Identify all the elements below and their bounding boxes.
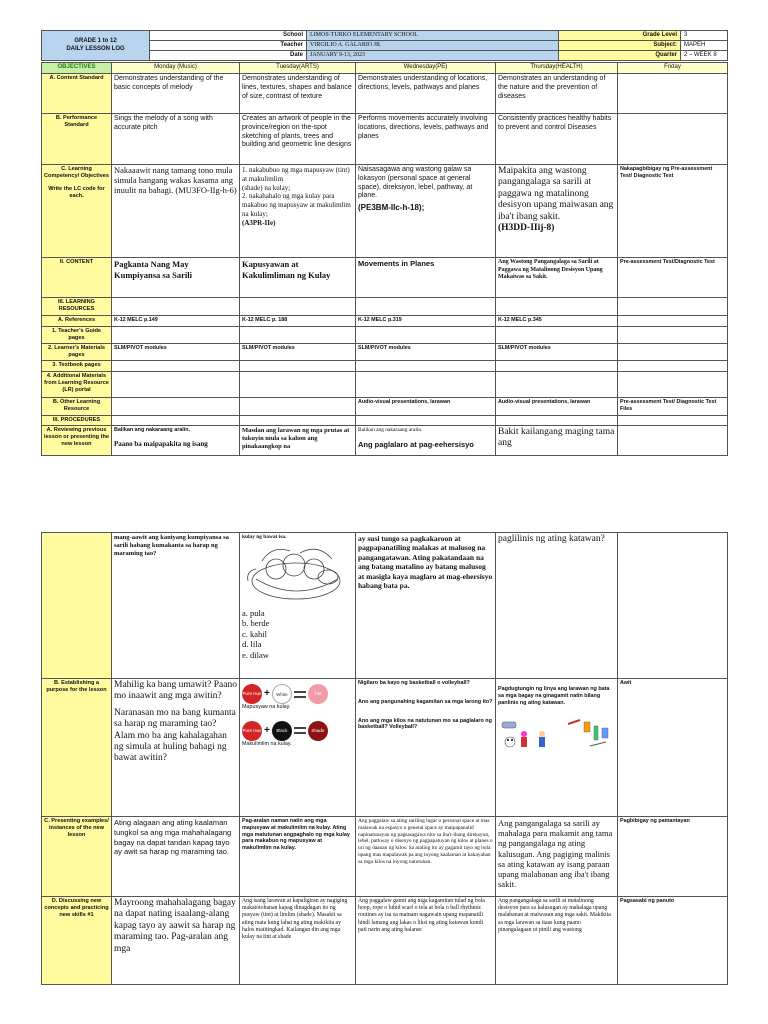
cell-thu	[496, 679, 618, 817]
cell-mon: Ating alagaan ang ating kaalaman tungkol sa ang mga mahahalagang bagay na dapat tandan kapag tayo ay awit sa harap ng maraming tao.	[112, 817, 240, 897]
learners-materials-row	[42, 343, 728, 360]
header-title	[42, 31, 150, 61]
cell-fri	[618, 74, 728, 114]
school-label: School	[150, 31, 307, 41]
content-standard-row	[42, 74, 728, 114]
references-row	[42, 316, 728, 327]
tue-objective-1b: (shade) na kulay;	[242, 183, 291, 192]
performance-standard-row	[42, 114, 728, 165]
grade-level-value: 3	[681, 31, 728, 41]
color-options-list	[242, 608, 353, 661]
subject-label: Subject:	[559, 41, 681, 51]
wed-purpose-2: Ano ang pangunahing kagamitan sa mga larong ito?	[358, 698, 493, 705]
cell-thu: Consistently practices healthy habits to prevent and control Diseases	[496, 114, 618, 165]
thursday-heading: Thursday(HEALTH)	[496, 63, 618, 74]
cell-wed: Audio-visual presentations, larawan	[356, 397, 496, 415]
cell-tue: Ang isang larawan at kapaligiran ay nagiging makatotohanan kapag dinagdagan ito ng pusyaw (tint) at limlim (shade). Masakit sa ating mata kung lahat ng ating makikita ay halos matitingkad. Kailangan din ang mga kulay na tint at shade	[240, 897, 356, 985]
thu-purpose: Pagdugtungin ng linya ang larawan ng bata sa mga bagay na ginagamit natin bilang panlinis ng ating katawan.	[498, 686, 610, 706]
tue-review-cont: kulay ng bawat isa.	[242, 534, 287, 540]
row-label: B. Other Learning Resource	[42, 397, 112, 415]
cell-mon	[112, 425, 240, 455]
quarter-label: Quarter	[559, 51, 681, 61]
shade-equation: Pure Hue + Black Shade	[242, 721, 353, 741]
tue-objective-1: 1. nakabubuo ng mga mapusyaw (tint) at makulimlim	[242, 166, 350, 183]
row-label: C. Presenting examples/ instances of the new lesson	[42, 817, 112, 897]
row-label: A. References	[42, 316, 112, 327]
lesson-table-page-2	[41, 532, 728, 985]
cell-wed: SLM/PIVOT modules	[356, 343, 496, 360]
grade-level-label: Grade Level	[559, 31, 681, 41]
additional-materials-row	[42, 371, 728, 397]
row-label: 2. Learner's Materials pages	[42, 343, 112, 360]
procedures-row	[42, 415, 728, 425]
cell-thu: Bakit kailangang maging tama ang	[496, 425, 618, 455]
wednesday-heading: Wednesday(PE)	[356, 63, 496, 74]
row-label: D. Discussing new concepts and practicing new skills #1	[42, 897, 112, 985]
content-row	[42, 258, 728, 298]
learning-resources-row	[42, 298, 728, 316]
row-label: III. PROCEDURES	[42, 415, 112, 425]
row-label: A. Reviewing previous lesson or presenting the new lesson	[42, 425, 112, 455]
cell-fri	[618, 114, 728, 165]
white-circle: White	[272, 684, 292, 704]
thu-objective: Maipakita ang wastong pangangalaga sa sarili at paggawa ng matalinong desisyon upang maiwasan ang iba't ibang sakit.	[498, 166, 614, 222]
cell-fri: Awit	[618, 679, 728, 817]
pure-hue-circle: Pure Hue	[242, 684, 262, 704]
wed-code: (PE3BM-IIc-h-18);	[358, 203, 425, 212]
row-label: II. CONTENT	[42, 258, 112, 298]
color-option: d. lila	[242, 639, 262, 650]
teachers-guide-row	[42, 327, 728, 344]
row-label: B. Establishing a purpose for the lesson	[42, 679, 112, 817]
cell-tue	[240, 165, 356, 258]
subject-value: MAPEH	[681, 41, 728, 51]
tint-circle: Tint	[308, 684, 328, 704]
cell-mon: Pagkanta Nang May Kumpiyansa sa Sarili	[112, 258, 240, 298]
cell-thu: SLM/PIVOT modules	[496, 343, 618, 360]
cell-tue	[240, 533, 356, 679]
header-table	[41, 30, 728, 61]
teacher-value: VIRGILIO A. GALARIO JR.	[307, 41, 559, 51]
cell-wed	[356, 679, 496, 817]
cell-mon	[112, 679, 240, 817]
row-label: B. Performance Standard	[42, 114, 112, 165]
row-label: 1. Teacher's Guide pages	[42, 327, 112, 344]
tint-equation: Pure Hue + White Tint	[242, 684, 353, 704]
cell-mon: Nakaaawit nang tamang tono mula simula hangang wakas kasama ang inuulit na bahagi. (MU3FO-IIg-h-6)	[112, 165, 240, 258]
grade-title: GRADE 1 to 12	[74, 38, 117, 44]
competency-label: C. Learning Competency/ Objectives	[44, 166, 109, 179]
competency-sub-label: Write the LC code for each.	[48, 185, 105, 199]
objectives-heading: OBJECTIVES	[42, 63, 112, 74]
wed-purpose-3: Ano ang mga kilos na natutunan mo sa paglalaro ng basketball? Volleyball?	[358, 717, 492, 731]
cell-tue: Kapusyawan at Kakulimliman ng Kulay	[240, 258, 356, 298]
black-circle: Black	[272, 721, 292, 741]
discussing-row	[42, 897, 728, 985]
cell-tue: Pag-aralan naman natin ang mga mapusyaw at makulimlim na kulay. Ating mga matutunan angpaghalo ng mga kulay para makabuo ng mapusyaw at makulimlim na kulay.	[240, 817, 356, 897]
color-option: c. kahil	[242, 628, 268, 639]
school-value: LIMOS-TURKO ELEMENTARY SCHOOL	[307, 31, 559, 41]
color-option: b. berde	[242, 618, 270, 629]
mon-review-1: Balikan ang nakaraang aralin.	[114, 426, 191, 433]
cell-tue: Creates an artwork of people in the province/region on the-spot sketching of plants, trees and building and geometric line designs	[240, 114, 356, 165]
log-title: DAILY LESSON LOG	[66, 45, 125, 52]
pure-hue-circle: Pure Hue	[242, 721, 262, 741]
tuesday-heading: Tuesday(ARTS)	[240, 63, 356, 74]
presenting-row	[42, 817, 728, 897]
row-label: 4. Additional Materials from Learning Resource (LR) portal	[42, 371, 112, 397]
cell-tue: K-12 MELC p. 188	[240, 316, 356, 327]
cell-thu: Demonstrates an understanding of the nature and the prevention of diseases	[496, 74, 618, 114]
cell-mon: Sings the melody of a song with accurate pitch	[112, 114, 240, 165]
cell-fri: Nakapagbibigay ng Pre-assessment Test/ Diagnostic Test	[618, 165, 728, 258]
cell-mon: SLM/PIVOT modules	[112, 343, 240, 360]
cell-thu: Ang pangangalaga sa sarili ay mahalaga para makamit ang tama ng pangangalaga ng ating kalusugan. Ang pagiging malinis sa ating katawan ay isang paraan upang malabanan ang iba't ibang sakit.	[496, 817, 618, 897]
cell-thu: paglilinis ng ating katawan?	[496, 533, 618, 679]
cell-fri: Pagsasabi ng panuto	[618, 897, 728, 985]
monday-heading: Monday (Music)	[112, 63, 240, 74]
friday-heading: Friday	[618, 63, 728, 74]
cell-wed: ay susi tungo sa pagkakaroon at pagpapanatiling malakas at malusog na pangangatawan. Ating pakatandaan na ang batang matalino ay batang malusog at masigla kaya maglaro at mag-ehersisyo habang bata pa.	[356, 533, 496, 679]
fruit-basket-icon	[242, 541, 350, 605]
cell-wed: Movements in Planes	[356, 258, 496, 298]
cell-thu: Ang pangangalaga sa sarili at matalinong desisyon para sa kalusugan ay mahalaga upang malabanan at maiwasan ang mga sakit. Makikita sa mga larawan sa itaas kung paano pinangalagaan ut pinili ang wastong	[496, 897, 618, 985]
mon-purpose-1: Mahilig ka bang umawit? Paano mo inaawit ang mga awitin?	[114, 680, 237, 702]
cell-fri: Pre-assessment Test/ Diagnostic Test Files	[618, 397, 728, 415]
cell-thu: Audio-visual presentations, larawan	[496, 397, 618, 415]
reviewing-cont-row	[42, 533, 728, 679]
tint-caption: Mapusyaw na kulay.	[242, 704, 291, 710]
wed-objective: Naisasagawa ang wastong galaw sa lokasyon (personal space at general space), direksiyon, lebel, pathway, at plane.	[358, 166, 473, 200]
shade-circle: Shade	[308, 721, 328, 741]
other-resources-row	[42, 397, 728, 415]
cell-tue: Masdan ang larawan ng mga prutas at tukuyin mula sa kahon ang pinakaangkop na	[240, 425, 356, 455]
cell-wed: Ang paggalaw sa ating sariling lugar o personal space at mas malawak na espasyo o general space ay maipapanalid napinatunayan ng pagsasagawa nito sa iba't-ibang direksyon, lebel, pathway o disenyo ng pagpapatuyan ng kilos at planes o uri ng daanan ng kilos. Sa araling ito ay gagamit tayo ng bola upang mas mapalawak pa ang inyong kaalaman at kakayahan sa mga kilos na inyong natutuhan.	[356, 817, 496, 897]
cell-mon: Mayroong mahahalagang bagay na dapat nating isaalang-alang kapag tayo ay aawit sa harap ng maraming tao. Pag-aralan ang mga	[112, 897, 240, 985]
mon-review-2: Paano ba maipapakita ng isang	[114, 439, 208, 448]
row-label	[42, 165, 112, 258]
thu-code: (H3DD-IIij-8)	[498, 222, 555, 233]
tue-objective-2: 2. nakahahalo ng mga kulay para makabuo ng mapusyaw at makulimlim na kulay;	[242, 192, 351, 218]
cell-thu	[496, 165, 618, 258]
cell-wed: K-12 MELC p.319	[356, 316, 496, 327]
day-header-row	[42, 63, 728, 74]
competency-row	[42, 165, 728, 258]
cell-wed	[356, 165, 496, 258]
wed-purpose-1: Nigilaro ba kayo ng basketball o volleyball?	[358, 680, 470, 686]
reviewing-row	[42, 425, 728, 455]
cell-thu: K-12 MELC p.345	[496, 316, 618, 327]
cell-mon: K-12 MELC p.149	[112, 316, 240, 327]
wed-review-2: Ang paglalaro at pag-eehersisyo	[358, 439, 474, 449]
cell-tue: SLM/PIVOT modules	[240, 343, 356, 360]
cell-wed	[356, 425, 496, 455]
hygiene-items-icon	[498, 716, 614, 756]
tue-code: (A3PR-IIe)	[242, 218, 276, 227]
date-label: Date	[150, 51, 307, 61]
teacher-label: Teacher	[150, 41, 307, 51]
row-label: III. LEARNING RESOURCES	[42, 298, 112, 316]
row-label: A. Content Standard	[42, 74, 112, 114]
purpose-row	[42, 679, 728, 817]
cell-fri: Pagbibigay ng pamantayan	[618, 817, 728, 897]
shade-caption: Makulimlim na kulay.	[242, 740, 292, 747]
cell-tue: Demonstrates understanding of lines, textures, shapes and balance of size, contrast of texture	[240, 74, 356, 114]
color-option: e. dilaw	[242, 650, 269, 660]
cell-tue	[240, 679, 356, 817]
cell-wed: Performs movements accurately involving locations, directions, levels, pathways and planes	[356, 114, 496, 165]
quarter-value: 2 – WEEK 8	[681, 51, 728, 61]
cell-mon: mang-aawit ang kaniyang kumpiyansa sa sarili habang kumakanta sa harap ng maraming tao?	[112, 533, 240, 679]
cell-fri: Pre-assessment Test/Diagnostic Test	[618, 258, 728, 298]
mon-purpose-2: Naranasan mo na bang kumanta sa harap ng maraming tao? Alam mo ba ang kahalagahan ng simula at huling bahagi ng bawat awitin?	[114, 707, 236, 764]
cell-wed: Demonstrates understanding of locations, directions, levels, pathways and planes	[356, 74, 496, 114]
date-value: JANUARY 9-13, 2023	[307, 51, 559, 61]
cell-wed: Ang paggalaw gamit ang mga kagamitan tulad ng bola hoop, rope o lubid scarf o tela at bola o ball rhythmic routines ay isa sa mainam nagawain upang mapanatili hindi lamang ang lakas o liksi ng ating katawan kundi pati narin ang ating balanse	[356, 897, 496, 985]
cell-mon: Demonstrates understanding of the basic concepts of melody	[112, 74, 240, 114]
lesson-table-page-1	[41, 62, 728, 456]
row-label: 3. Textbook pages	[42, 360, 112, 371]
cell-thu: Ang Wastong Pangangalaga sa Sarili at Paggawa ng Matalinong Desisyon Upang Makaiwas sa Sakit.	[496, 258, 618, 298]
color-option: a. pula	[242, 607, 265, 618]
wed-review-1: Balikan ang nakaraang aralin.	[358, 426, 423, 433]
textbook-row	[42, 360, 728, 371]
